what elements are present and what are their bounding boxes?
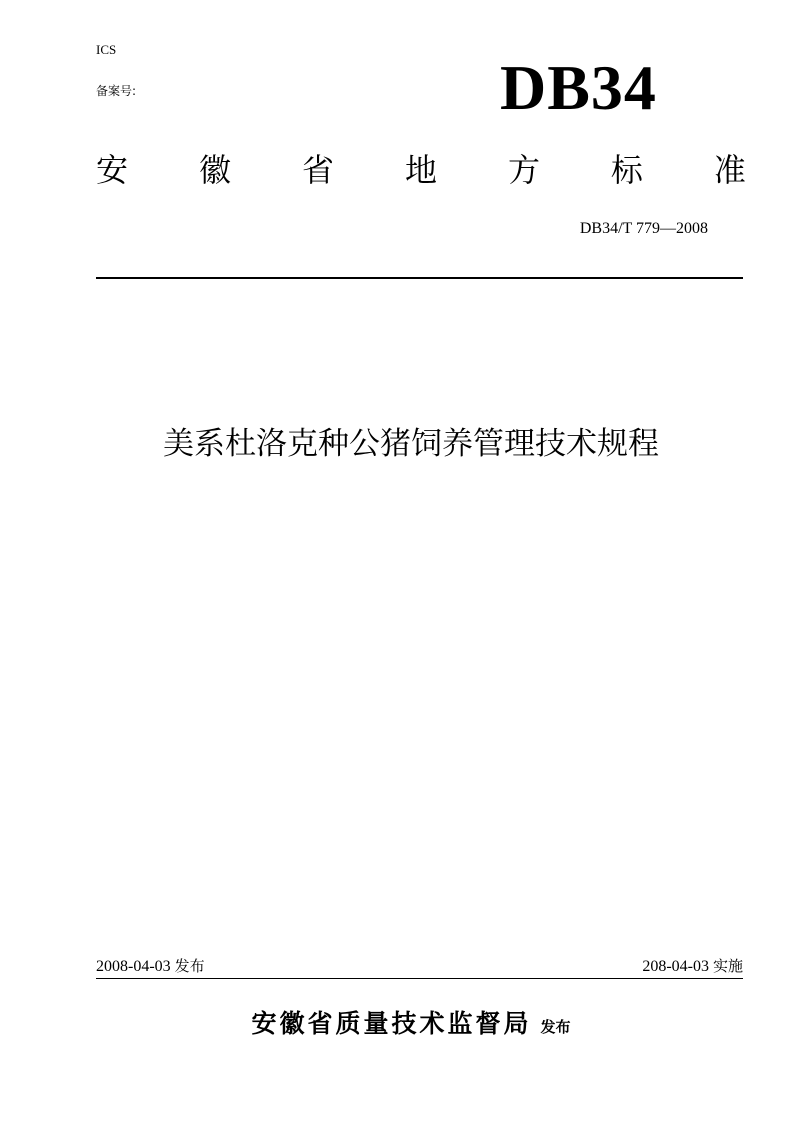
filing-number-label: 备案号: xyxy=(96,84,137,98)
standard-number: DB34/T 779—2008 xyxy=(579,220,708,237)
issue-label: 发布 xyxy=(174,957,205,975)
standard-type-char: 安 xyxy=(96,151,129,189)
issue-date: 2008-04-03 xyxy=(96,958,171,975)
ics-label: ICS xyxy=(96,42,117,57)
issue-date-group xyxy=(96,956,205,977)
standard-type-char: 准 xyxy=(713,151,746,189)
top-divider xyxy=(96,277,743,279)
implement-date-group xyxy=(642,956,743,977)
document-title: 美系杜洛克种公猪饲养管理技术规程 xyxy=(163,426,659,462)
issuer-publish-label: 发布 xyxy=(540,1018,571,1036)
issuer-name: 安徽省质量技术监督局 xyxy=(251,1009,532,1038)
implement-label: 实施 xyxy=(712,957,743,975)
standard-type-char: 省 xyxy=(301,151,334,189)
standard-type-char: 方 xyxy=(507,151,540,189)
standard-type-heading xyxy=(96,150,746,190)
bottom-divider xyxy=(96,978,743,979)
standard-type-char: 徽 xyxy=(198,151,231,189)
standard-type-char: 地 xyxy=(404,151,437,189)
issuer-line xyxy=(96,1006,726,1045)
standard-type-char: 标 xyxy=(610,151,643,189)
date-row xyxy=(96,956,743,977)
implement-date: 208-04-03 xyxy=(642,958,709,975)
standard-code: DB34 xyxy=(500,52,657,123)
